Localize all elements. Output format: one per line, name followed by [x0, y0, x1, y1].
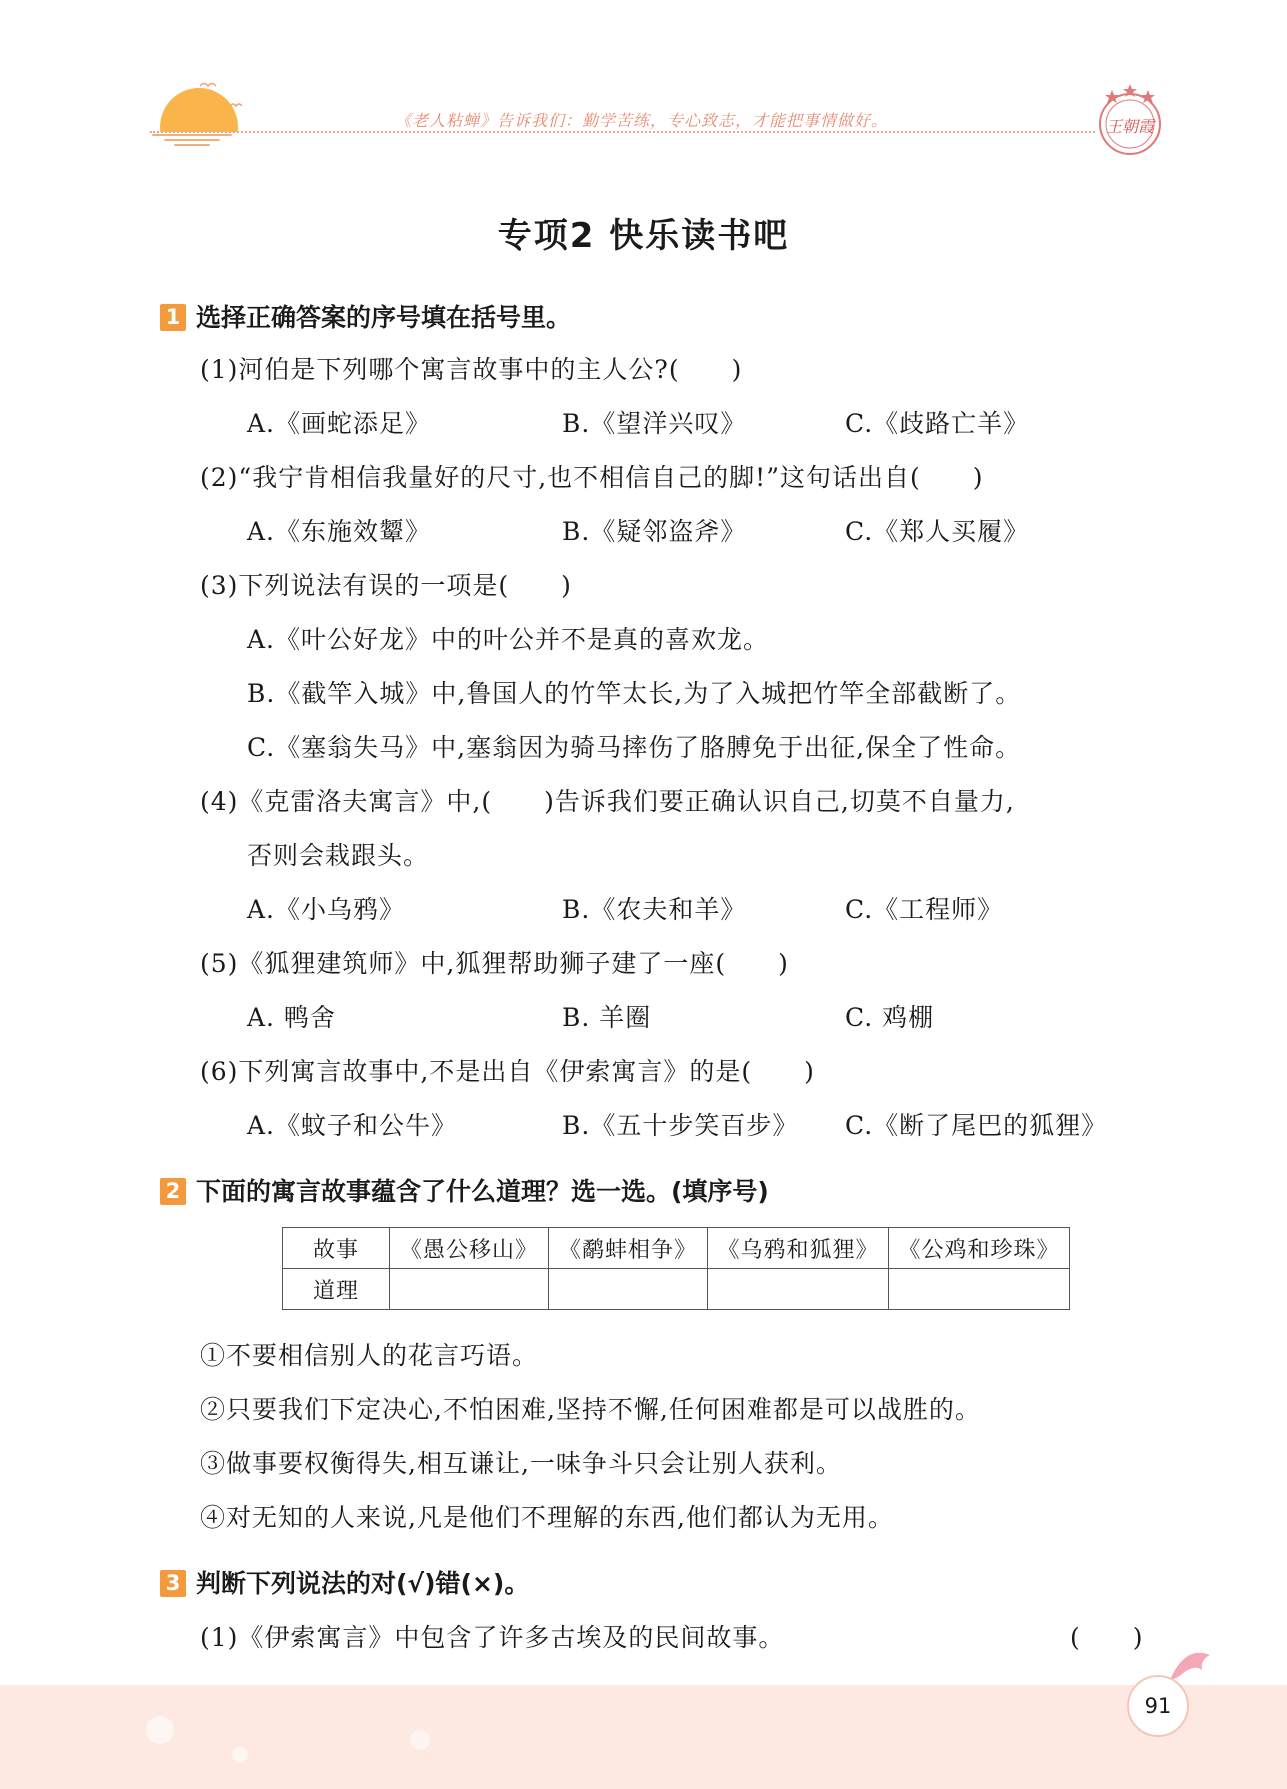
answer-blank[interactable]: ( ) [1070, 1623, 1144, 1652]
option-a: A.《叶公好龙》中的叶公并不是真的喜欢龙。 [247, 625, 770, 654]
story-cell: 《愚公移山》 [390, 1228, 549, 1269]
option-b: B.《五十步笑百步》 [562, 1111, 799, 1140]
option-a: A.《蚊子和公牛》 [247, 1111, 458, 1140]
option-a: A.《东施效颦》 [247, 517, 432, 546]
section-number-badge: 1 [160, 304, 186, 331]
header-motto: 《老人粘蝉》告诉我们：勤学苦练，专心致志，才能把事情做好。 [395, 111, 889, 130]
option-a: A.《画蛇添足》 [247, 409, 432, 438]
section-heading-text: 判断下列说法的对(√)错(×)。 [196, 1569, 530, 1598]
question-stem: (3)下列说法有误的一项是( ) [200, 571, 572, 600]
option-b: B.《望洋兴叹》 [562, 409, 747, 438]
section-number-badge: 3 [160, 1570, 186, 1597]
page-number: 91 [1127, 1675, 1189, 1737]
story-cell: 《公鸡和珍珠》 [889, 1228, 1070, 1269]
option-c: C.《断了尾巴的狐狸》 [845, 1111, 1108, 1140]
question-stem: (4)《克雷洛夫寓言》中,( )告诉我们要正确认识自己,切莫不自量力, [200, 787, 1015, 816]
question-stem: (2)“我宁肯相信我量好的尺寸,也不相信自己的脚!”这句话出自( ) [200, 463, 984, 492]
section-1-heading [160, 298, 571, 334]
option-c: C.《工程师》 [845, 895, 1004, 924]
option-b: B. 羊圈 [562, 1003, 652, 1032]
option-b: B.《农夫和羊》 [562, 895, 747, 924]
option-c: C.《塞翁失马》中,塞翁因为骑马摔伤了胳膊免于出征,保全了性命。 [247, 733, 1022, 762]
section-number-badge: 2 [160, 1178, 186, 1205]
judgement-statement: (1)《伊索寓言》中包含了许多古埃及的民间故事。 [200, 1623, 785, 1652]
answer-cell[interactable] [390, 1269, 549, 1310]
option-b: B.《疑邻盗斧》 [562, 517, 747, 546]
question-stem: (1)河伯是下列哪个寓言故事中的主人公?( ) [200, 355, 743, 384]
answer-cell[interactable] [889, 1269, 1070, 1310]
section-2-heading [160, 1172, 769, 1208]
story-cell: 《乌鸦和狐狸》 [708, 1228, 889, 1269]
option-c: C.《郑人买履》 [845, 517, 1030, 546]
seal-logo [1090, 80, 1170, 160]
table-row-label: 道理 [283, 1269, 390, 1310]
option-a: A.《小乌鸦》 [247, 895, 406, 924]
bubble-decoration [120, 1700, 520, 1780]
table-row-label: 故事 [283, 1228, 390, 1269]
question-stem-continued: 否则会栽跟头。 [247, 841, 430, 870]
section-3-heading [160, 1564, 529, 1600]
table-row [283, 1228, 1070, 1269]
option-b: B.《截竿入城》中,鲁国人的竹竿太长,为了入城把竹竿全部截断了。 [247, 679, 1022, 708]
header-divider [150, 131, 1095, 133]
reason-item: ④对无知的人来说,凡是他们不理解的东西,他们都认为无用。 [200, 1503, 894, 1532]
svg-text:王朝霞: 王朝霞 [1105, 117, 1155, 136]
section-heading-text: 下面的寓言故事蕴含了什么道理？选一选。(填序号) [196, 1177, 769, 1206]
option-a: A. 鸭舍 [247, 1003, 336, 1032]
question-stem: (6)下列寓言故事中,不是出自《伊索寓言》的是( ) [200, 1057, 815, 1086]
option-c: C. 鸡棚 [845, 1003, 935, 1032]
answer-cell[interactable] [708, 1269, 889, 1310]
story-table [282, 1227, 1070, 1310]
option-c: C.《歧路亡羊》 [845, 409, 1030, 438]
answer-cell[interactable] [549, 1269, 708, 1310]
question-stem: (5)《狐狸建筑师》中,狐狸帮助狮子建了一座( ) [200, 949, 789, 978]
reason-item: ③做事要权衡得失,相互谦让,一味争斗只会让别人获利。 [200, 1449, 842, 1478]
section-heading-text: 选择正确答案的序号填在括号里。 [196, 303, 572, 332]
horizon-lines [152, 134, 232, 146]
story-cell: 《鹬蚌相争》 [549, 1228, 708, 1269]
reason-item: ①不要相信别人的花言巧语。 [200, 1341, 539, 1370]
table-row [283, 1269, 1070, 1310]
page-title: 专项2 快乐读书吧 [497, 216, 790, 256]
bird-icon [198, 78, 248, 118]
reason-item: ②只要我们下定决心,不怕困难,坚持不懈,任何困难都是可以战胜的。 [200, 1395, 981, 1424]
